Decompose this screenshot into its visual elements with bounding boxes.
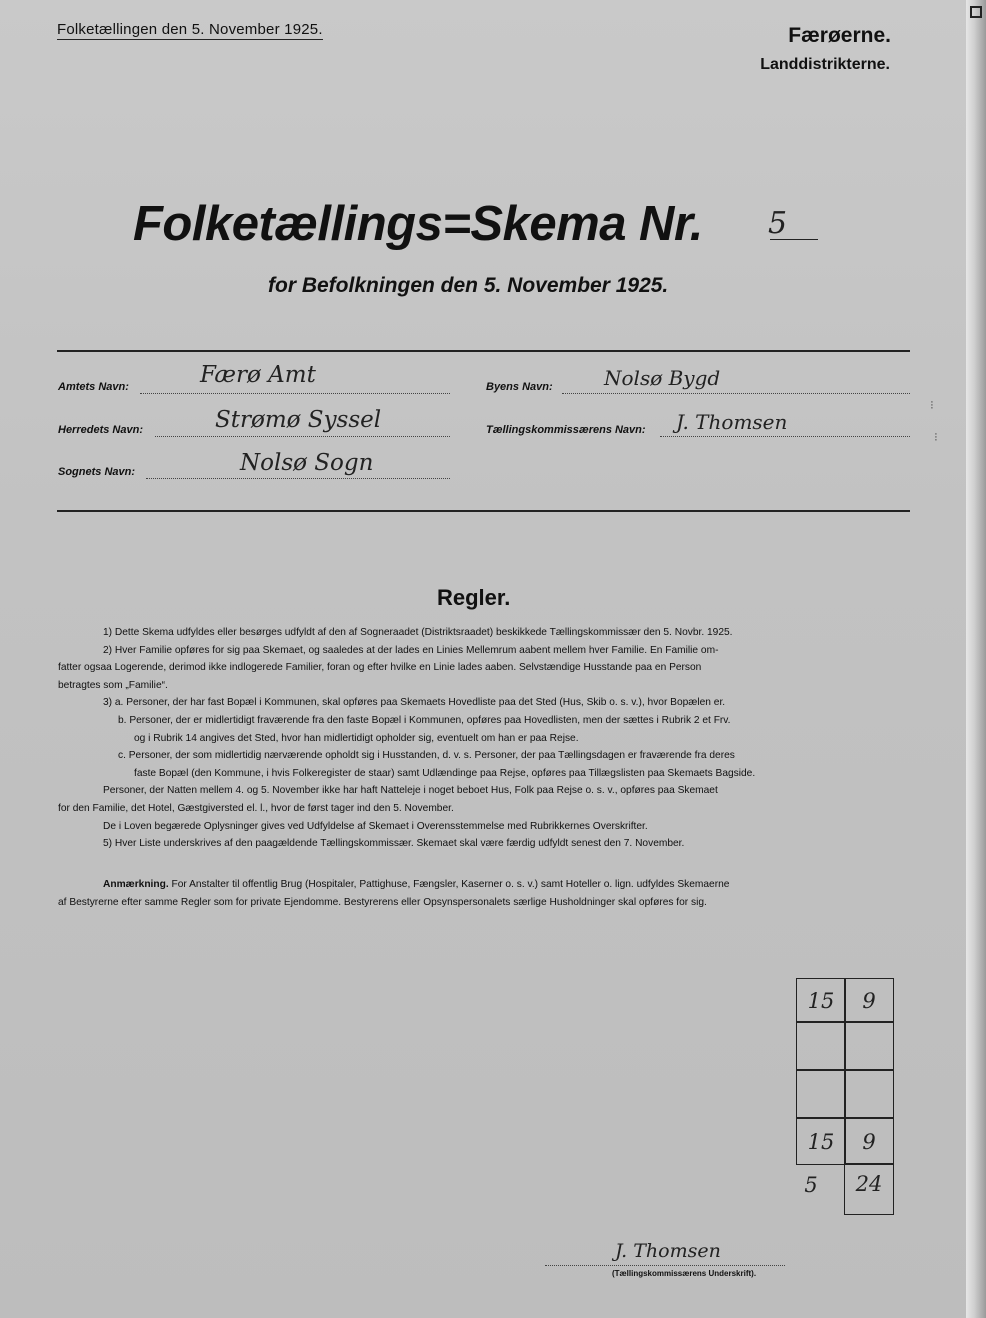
herred-value: Strømø Syssel <box>215 407 382 433</box>
tally-cell: 15 <box>796 978 846 1023</box>
divider-bottom <box>57 510 910 512</box>
rule-line: 3) a. Personer, der har fast Bopæl i Kommunen, skal opføres paa Skemaets Hovedliste paa det Sted (Hus, Skib o. s. v.), hvor Bopælen er. <box>103 697 726 709</box>
margin-mark: ⁝ <box>930 398 934 412</box>
edge-mark <box>970 6 982 18</box>
tally-cell <box>844 1069 894 1119</box>
tally-cell: 5 <box>804 1173 818 1197</box>
form-number-underline <box>770 239 818 240</box>
note-label: Anmærkning. <box>103 879 169 890</box>
rule-line: fatter ogsaa Logerende, derimod ikke indlogerede Familier, foran og efter hvilke en Linie lades aaben. Selvstændige Husstande paa en Person <box>58 662 702 674</box>
signature-caption: (Tællingskommissærens Underskrift). <box>612 1269 757 1278</box>
rule-line: 1) Dette Skema udfyldes eller besørges udfyldt af den af Sogneraadet (Distriktsraadet) beskikkede Tællingskommissær den 5. Novbr. 1925. <box>103 627 733 638</box>
rule-line: c. Personer, der som midlertidig nærværende opholdt sig i Husstanden, d. v. s. Personer, der paa Tællingsdagen er fraværende fra deres <box>118 750 735 762</box>
rule-line: 2) Hver Familie opføres for sig paa Skemaet, og saaledes at der lades en Linies Mellemrum aabent mellem hver Familie. En Familie om- <box>103 644 719 656</box>
amt-line <box>140 393 450 394</box>
page-edge <box>966 0 986 1318</box>
by-line <box>562 393 910 394</box>
note-text-1: For Anstalter til offentlig Brug (Hospitaler, Pattighuse, Fængsler, Kaserner o. s. v.) samt Hoteller o. lign. udfyldes Skemaerne <box>171 879 730 890</box>
rules-title: Regler. <box>437 585 511 610</box>
rule-line: De i Loven begærede Oplysninger gives ved Udfyldelse af Skemaet i Overensstemmelse med Rubrikkernes Overskrifter. <box>103 820 648 832</box>
rule-line: betragtes som „Familie“. <box>58 679 168 691</box>
herred-line <box>155 436 450 437</box>
note-line-1 <box>58 876 910 894</box>
sogn-line <box>146 478 450 479</box>
note-line-2: af Bestyrerne efter samme Regler som for private Ejendomme. Bestyrerens eller Opsynspersonalets særlige Husholdninger skal opføres for sig. <box>58 896 707 908</box>
note-block <box>58 876 910 911</box>
rule-line: 5) Hver Liste underskrives af den paagældende Tællingskommissær. Skemaet skal være færdig udfyldt senest den 7. November. <box>103 838 685 850</box>
rules-text <box>58 624 910 853</box>
rule-line: og i Rubrik 14 angives det Sted, hvor han midlertidigt opholder sig, eventuelt om han er paa Rejse. <box>134 732 579 744</box>
rule-line: faste Bopæl (den Kommune, i hvis Folkeregister de staar) samt Udlændinge paa Rejse, opføres paa Tillægslisten paa Skemaets Bagside. <box>134 767 756 779</box>
kommissaer-value: J. Thomsen <box>676 410 788 434</box>
signature: J. Thomsen <box>615 1240 721 1262</box>
form-subtitle: for Befolkningen den 5. November 1925. <box>268 274 669 297</box>
rule-line: b. Personer, der er midlertidigt fraværende fra den faste Bopæl i Kommunen, opføres paa Hovedlisten, men der sættes i Rubrik 2 et Frv. <box>118 714 731 726</box>
district-heading: Landdistrikterne. <box>760 56 890 73</box>
herred-label: Herredets Navn: <box>58 424 143 436</box>
signature-line <box>545 1265 785 1266</box>
country-heading: Færøerne. <box>788 24 891 47</box>
tally-cell: 15 <box>796 1117 846 1165</box>
kommissaer-line <box>660 436 910 437</box>
form-title: Folketællings=Skema Nr. <box>133 197 703 251</box>
census-date-label: Folketællingen den 5. November 1925. <box>57 21 323 38</box>
tally-cell: 9 <box>844 978 894 1023</box>
tally-cell <box>844 1021 894 1071</box>
tally-cell <box>796 1021 846 1071</box>
sogn-label: Sognets Navn: <box>58 466 136 478</box>
amt-label: Amtets Navn: <box>58 381 129 393</box>
rule-line: Personer, der Natten mellem 4. og 5. November ikke har haft Natteleje i noget beboet Hus, Folk paa Rejse o. s. v., opføres paa Skemaet <box>103 785 718 797</box>
by-label: Byens Navn: <box>486 381 553 393</box>
margin-mark: ⁝ <box>934 430 938 444</box>
tally-cell: 9 <box>844 1117 894 1165</box>
amt-value: Færø Amt <box>200 362 316 388</box>
rule-line: for den Familie, det Hotel, Gæstgiversted el. l., hvor de først tager ind den 5. November. <box>58 802 454 814</box>
sogn-value: Nolsø Sogn <box>240 450 374 476</box>
form-number: 5 <box>768 206 788 241</box>
divider-top <box>57 350 910 352</box>
tally-cell: 24 <box>844 1163 894 1215</box>
tally-cell <box>796 1069 846 1119</box>
by-value: Nolsø Bygd <box>604 366 721 390</box>
kommissaer-label: Tællingskommissærens Navn: <box>486 424 646 436</box>
